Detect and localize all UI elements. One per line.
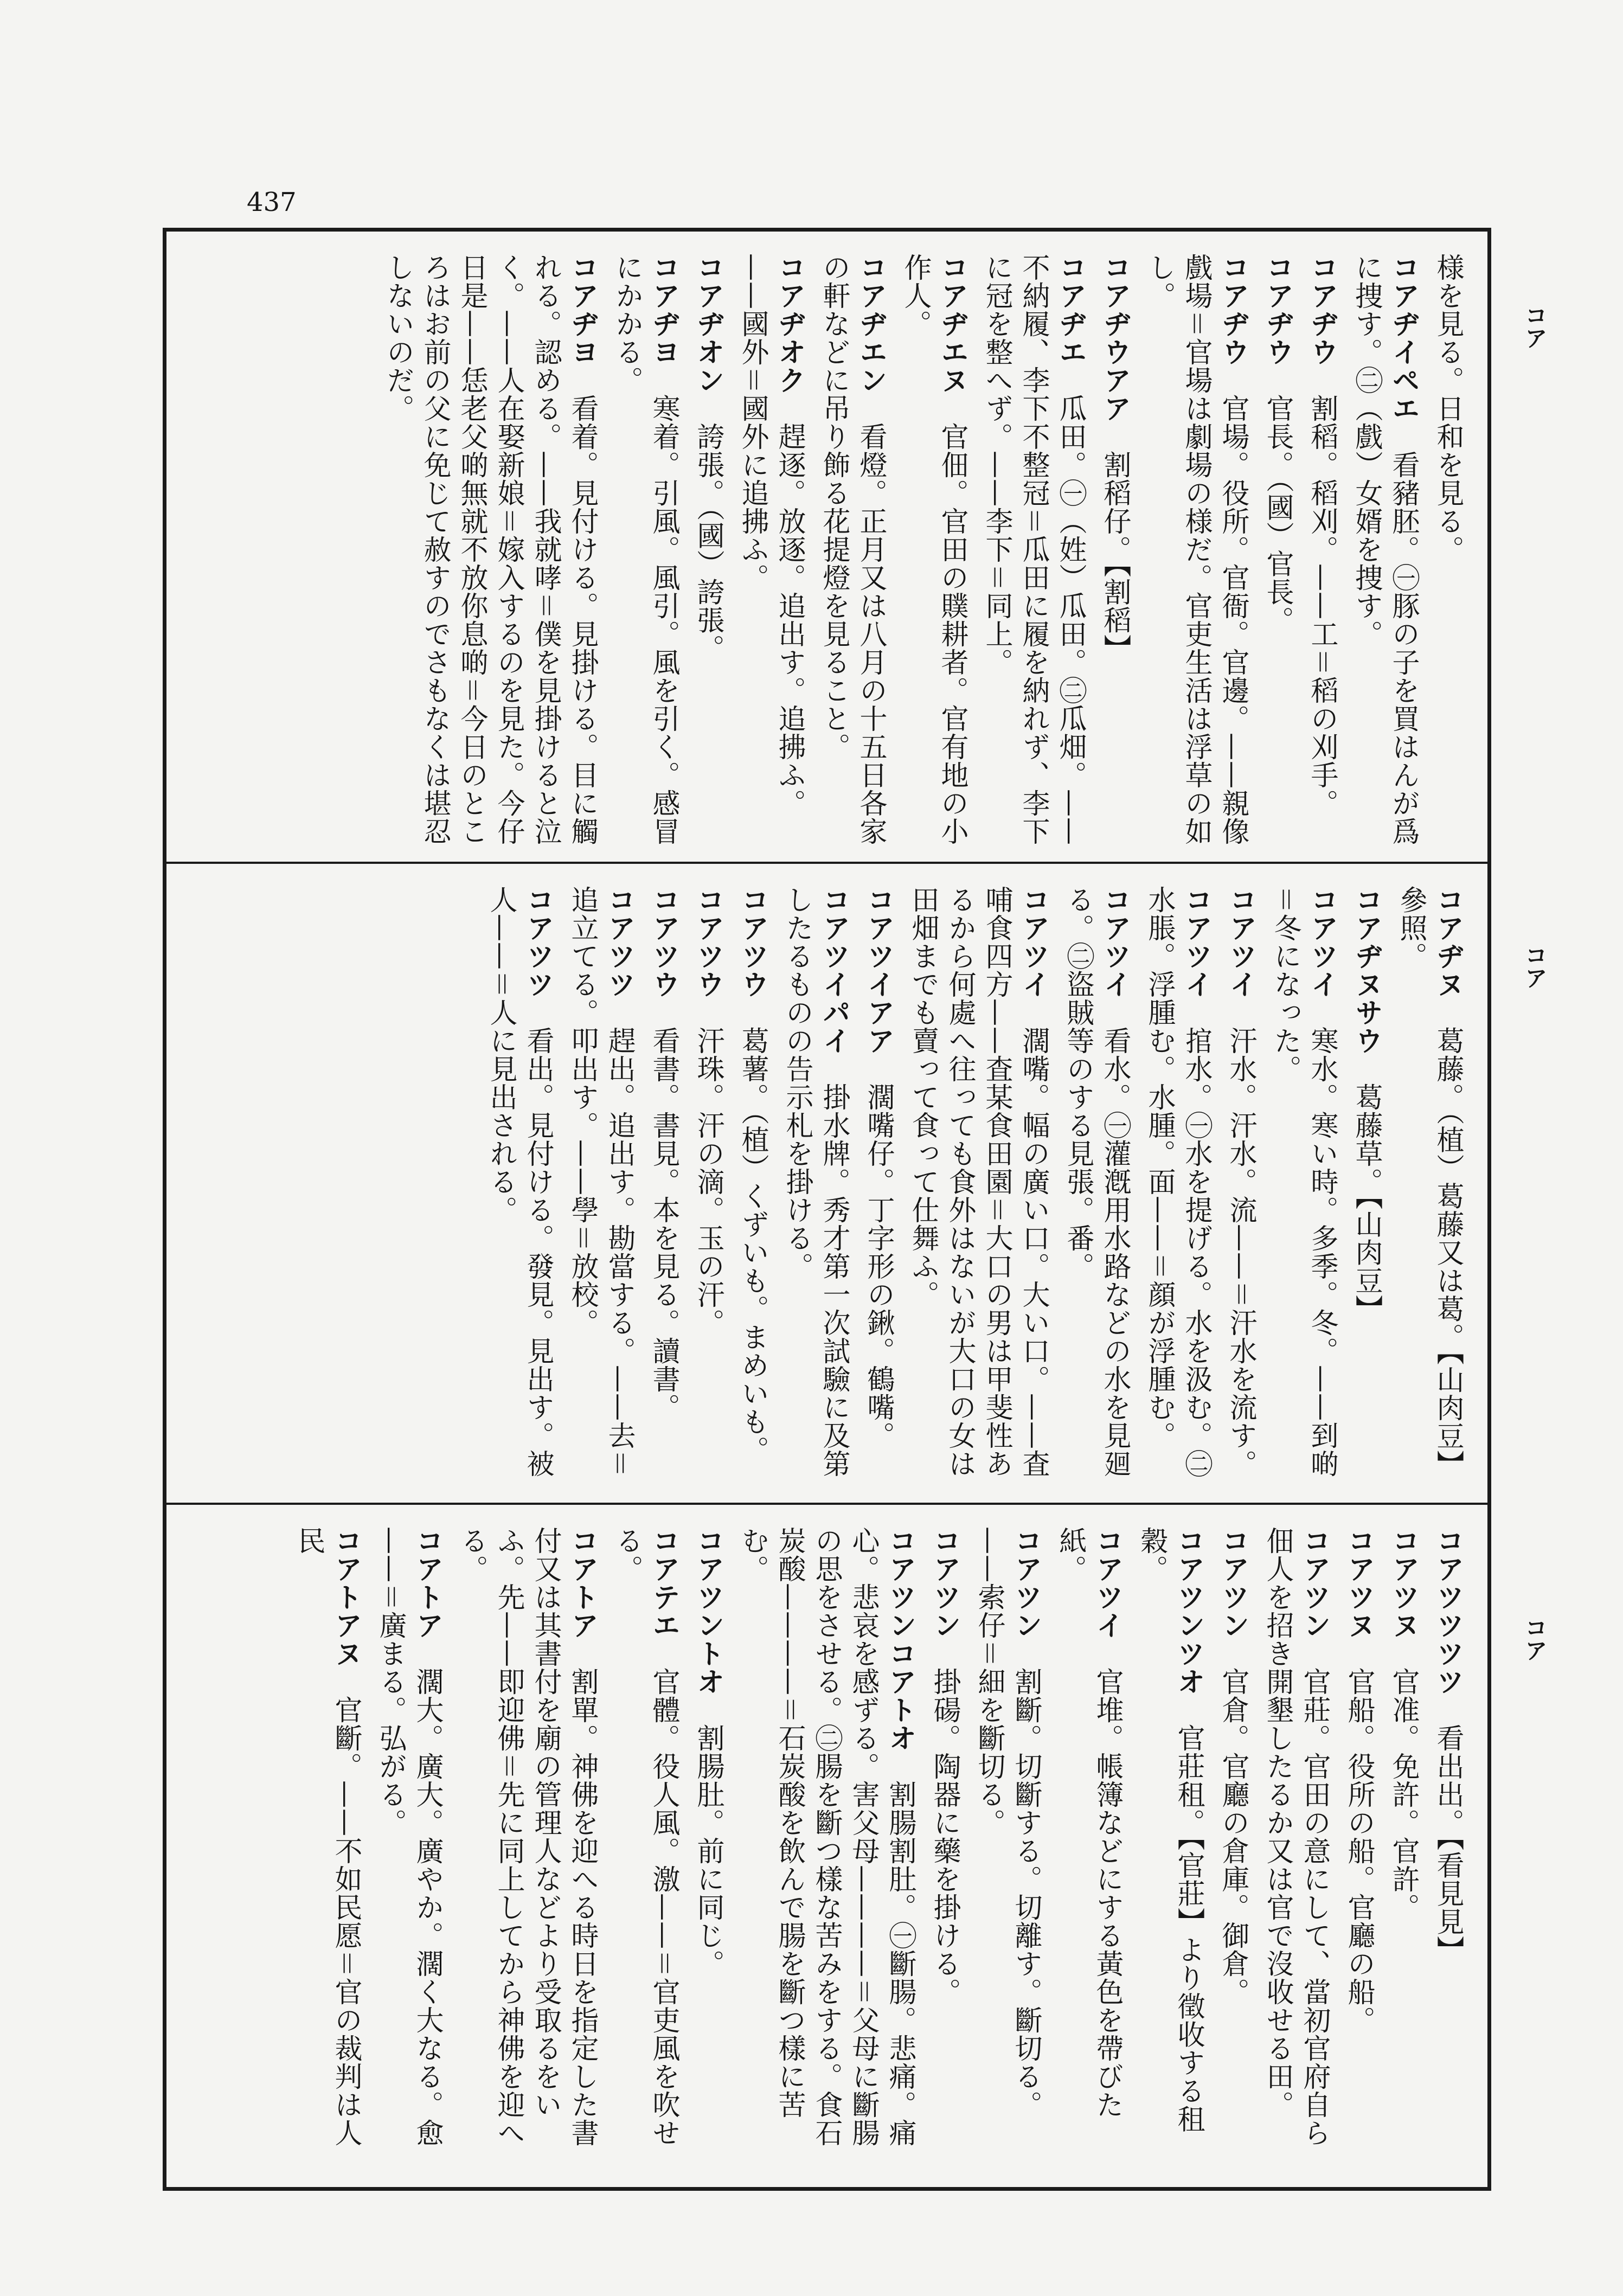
margin-label-bottom: コア (1522, 1616, 1548, 1662)
entry-definition: 官長。（國）官長。 (1261, 394, 1293, 634)
dictionary-entry (1222, 886, 1259, 1486)
dictionary-entry (778, 886, 852, 1486)
entry-headword: コアヂエヌ (936, 253, 968, 394)
entry-definition: 官佃。官田の贌耕者。官有地の小作人。 (899, 253, 968, 845)
dictionary-entry (1348, 886, 1384, 1486)
entry-headword: コアテエ (647, 1527, 679, 1639)
dictionary-entry (904, 886, 1051, 1486)
dictionary-entry (379, 253, 600, 845)
entry-headword: コアツン (1217, 1527, 1249, 1639)
entry-columns (188, 1527, 1466, 2171)
dictionary-entry (608, 253, 682, 845)
entry-headword: コアヂウアア (1099, 253, 1131, 422)
entry-headword: コアツヌ (1343, 1527, 1375, 1639)
entry-definition: 寒水。寒い時。多季。冬。——到啲＝冬になった。 (1269, 886, 1338, 1478)
entry-headword: コアツウ (736, 886, 768, 998)
entry-definition: 官體。役人風。激——＝官吏風を吹せる。 (611, 1527, 679, 2147)
entry-definition: 汗水。汗水。流——＝汗水を流す。 (1224, 1027, 1256, 1478)
entry-definition: 看着。見付ける。見掛ける。目に觸れる。認める。——我就哮＝僕を見掛けると泣く。——人在娶新娘＝嫁入するのを見た。今仔日是——恁老父啲無就不放你息啲＝今日のところはお前の父に免じて赦すのでさもなくは堪忍しないのだ。 (382, 253, 598, 845)
entry-headword: コアヂウ (1217, 253, 1249, 366)
entry-definition: 官斷。——不如民愿＝官の裁判は人民 (293, 1527, 362, 2147)
dictionary-entry (1133, 1527, 1207, 2171)
entry-definition: 掛水牌。秀才第一次試驗に及第したるものの告示札を掛ける。 (781, 886, 850, 1478)
margin-label-middle: コア (1522, 944, 1548, 989)
entry-definition: 様を見る。日和を見る。 (1432, 253, 1464, 563)
entry-definition: 官堆。帳簿などにする黃色を帶びた紙。 (1054, 1527, 1123, 2119)
dictionary-entry (563, 886, 637, 1486)
dictionary-entry (1259, 253, 1295, 845)
entry-headword: コアツイ (1180, 886, 1212, 998)
dictionary-entry (645, 886, 682, 1486)
entry-definition: 看豬胚。㊀豚の子を買はんが爲に捜す。㊁（戲）女婿を捜す。 (1350, 253, 1419, 845)
dictionary-entry (1303, 253, 1340, 845)
dictionary-entry (689, 886, 726, 1486)
entry-definition: 看出。見付ける。發見。見出す。被人——＝人に見出される。 (485, 886, 554, 1478)
entry-definition: 趕逐。放逐。追出す。追拂ふ。——國外＝國外に追拂ふ。 (736, 253, 805, 817)
entry-definition: 葛薯。（植）くずいも。まめいも。 (736, 1027, 768, 1464)
entry-definition: 割斷。切斷する。切離す。斷切る。——索仔＝細を斷切る。 (973, 1527, 1042, 2119)
dictionary-entry (1348, 253, 1421, 845)
dictionary-entry (1392, 886, 1466, 1486)
entry-headword: コアツヌ (1387, 1527, 1419, 1639)
entry-headword: コアツツ (522, 886, 554, 998)
entry-headword: コアヂヨ (566, 253, 598, 366)
entry-definition: 葛藤。（植）葛藤又は葛。【山肉豆】參照。 (1395, 886, 1464, 1478)
dictionary-entry (1096, 253, 1133, 845)
entry-definition: 濶嘴。幅の廣い口。大い口。——査哺食四方——査某食田園＝大口の男は甲斐性あるから何處へ往っても食外はないが大口の女は田畑までも賣って食って仕舞ふ。 (907, 886, 1049, 1478)
dictionary-entry (1140, 886, 1214, 1486)
dictionary-entry (734, 253, 807, 845)
entry-headword: コアツイパイ (818, 886, 850, 1055)
dictionary-entry (608, 1527, 682, 2171)
dictionary-entry (689, 253, 726, 845)
dictionary-entry (1140, 253, 1251, 845)
entry-definition: 官倉。官廳の倉庫。御倉。 (1217, 1668, 1249, 2006)
entry-headword: コアトアヌ (330, 1527, 362, 1668)
entry-definition: 官准。免許。官許。 (1387, 1668, 1419, 1921)
entry-headword: コアヂオク (773, 253, 805, 394)
entry-headword: コアツイ (1306, 886, 1338, 998)
entry-headword: コアヂヌ (1432, 886, 1464, 998)
entry-definition: 捾水。㊀水を提げる。水を汲む。㊁水脹。浮腫む。水腫。面——＝顔が浮腫む。 (1143, 886, 1212, 1478)
dictionary-entry (290, 1527, 364, 2171)
entry-definition: 寒着。引風。風引。風を引く。感冒にかかる。 (611, 253, 679, 845)
entry-columns (188, 253, 1466, 845)
entry-headword: コアヂオン (692, 253, 724, 394)
entry-headword: コアヂウ (1261, 253, 1293, 366)
dictionary-entry (734, 1527, 918, 2171)
entry-definition: 官莊。官田の意にして、當初官府自ら佃人を招き開墾したるか又は官で沒收せる田。 (1261, 1527, 1330, 2147)
dictionary-entry (926, 1527, 963, 2171)
entry-headword: コアトア (566, 1527, 598, 1639)
dictionary-entry (978, 253, 1088, 845)
entry-definition: 看水。㊀灌漑用水路などの水を見廻る。㊁盜賊等のする見張。番。 (1062, 886, 1131, 1478)
dictionary-entry (453, 1527, 600, 2171)
entry-headword: コアツウ (692, 886, 724, 998)
entry-headword: コアツン (1010, 1527, 1042, 1639)
entry-headword: コアツン (1298, 1527, 1330, 1639)
entry-headword: コアヂエン (855, 253, 887, 394)
entry-definition: 掛碭。陶器に藥を掛ける。 (928, 1668, 960, 2006)
entry-definition: 葛藤草。【山肉豆】 (1350, 1083, 1382, 1323)
dictionary-entry (896, 253, 970, 845)
entry-definition: 官莊租。【官莊】より徵收する租穀。 (1136, 1527, 1204, 2133)
entry-headword: コアツイ (1099, 886, 1131, 998)
page-number: 437 (247, 187, 297, 217)
entry-headword: コアツイアア (862, 886, 894, 1055)
entry-headword: コアツン (928, 1527, 960, 1639)
entry-headword: コアトア (411, 1527, 443, 1639)
entry-definition: 官場。役所。官衙。官邊。——親像戲場＝官場は劇場の様だ。官吏生活は浮草の如し。 (1143, 253, 1249, 845)
dictionary-entry (859, 886, 896, 1486)
entry-definition: 濶大。廣大。廣やか。濶く大なる。愈——＝廣まる。弘がる。 (374, 1527, 443, 2147)
entry-definition: 趕出。追出す。勘當する。——去＝追立てる。叩出す。——學＝放校。 (566, 886, 635, 1478)
entry-headword: コアツツツツ (1432, 1527, 1464, 1696)
entry-definition: 官船。役所の船。官廳の船。 (1343, 1668, 1375, 2034)
dictionary-entry (1059, 886, 1133, 1486)
dictionary-entry (1051, 1527, 1125, 2171)
entry-definition: 割稻。稻刈。——工＝稻の刈手。 (1306, 394, 1338, 818)
entry-headword: コアツウ (647, 886, 679, 998)
dictionary-entry (689, 1527, 726, 2171)
entry-headword: コアツンツオ (1172, 1527, 1204, 1696)
dictionary-band-bottom (166, 1503, 1487, 2187)
entry-definition: 汗珠。汗の滴。玉の汗。 (692, 1027, 724, 1337)
entry-definition: 割稻仔。【割稻】 (1099, 451, 1131, 663)
entry-definition: 看書。書見。本を見る。讀書。 (647, 1027, 679, 1421)
dictionary-entry (734, 886, 771, 1486)
dictionary-band-middle (166, 862, 1487, 1503)
entry-headword: コアツツ (603, 886, 635, 998)
margin-label-top: コア (1522, 304, 1548, 349)
entry-definition: 瓜田。㊀（姓）瓜田。㊁瓜畑。——不納履、李下不整冠＝瓜田に履を納れず、李下に冠を整へず。——李下＝同上。 (980, 253, 1086, 845)
dictionary-band-top (166, 232, 1487, 862)
entry-definition: 誇張。（國）誇張。 (692, 422, 724, 663)
dictionary-entry (1429, 1527, 1466, 2171)
dictionary-frame (163, 228, 1491, 2191)
entry-definition: 割腸肚。前に同じ。 (692, 1724, 724, 1978)
entry-headword: コアツイ (1224, 886, 1256, 998)
entry-definition: 割腸割肚。㊀斷腸。悲痛。痛心。悲哀を感ずる。害父母————＝父母に斷腸の思をさせる。㊁腸を斷つ樣な苦みをする。食石炭酸————＝石炭酸を飲んで腸を斷つ樣に苦む。 (736, 1527, 916, 2147)
entry-definition: 看燈。正月又は八月の十五日各家の軒などに吊り飾る花提燈を見ること。 (818, 253, 887, 845)
entry-headword: コアヂエ (1054, 253, 1086, 366)
dictionary-entry (1340, 1527, 1377, 2171)
entry-definition: 割單。神佛を迎へる時日を指定した書付又は其書付を廟の管理人などより受取るをいふ。先——即迎佛＝先に同上してから神佛を迎へる。 (456, 1527, 598, 2147)
dictionary-entry (1214, 1527, 1251, 2171)
entry-headword: コアツイ (1091, 1527, 1123, 1639)
dictionary-entry (1429, 253, 1466, 845)
entry-headword: コアヂヌサウ (1350, 886, 1382, 1055)
entry-definition: 濶嘴仔。丁字形の鍬。鶴嘴。 (862, 1083, 894, 1450)
entry-headword: コアヂウ (1306, 253, 1338, 366)
entry-columns (188, 886, 1466, 1486)
dictionary-entry (1259, 1527, 1332, 2171)
dictionary-entry (1266, 886, 1340, 1486)
dictionary-entry (1384, 1527, 1421, 2171)
entry-headword: コアツンコアトオ (884, 1527, 916, 1752)
dictionary-entry (815, 253, 889, 845)
entry-headword: コアヂイペエ (1387, 253, 1419, 422)
entry-headword: コアツントオ (692, 1527, 724, 1696)
dictionary-entry (970, 1527, 1044, 2171)
entry-headword: コアツイ (1017, 886, 1049, 998)
dictionary-entry (371, 1527, 445, 2171)
dictionary-entry (482, 886, 556, 1486)
entry-definition: 看出出。【看見見】 (1432, 1724, 1464, 1964)
entry-headword: コアヂヨ (647, 253, 679, 366)
